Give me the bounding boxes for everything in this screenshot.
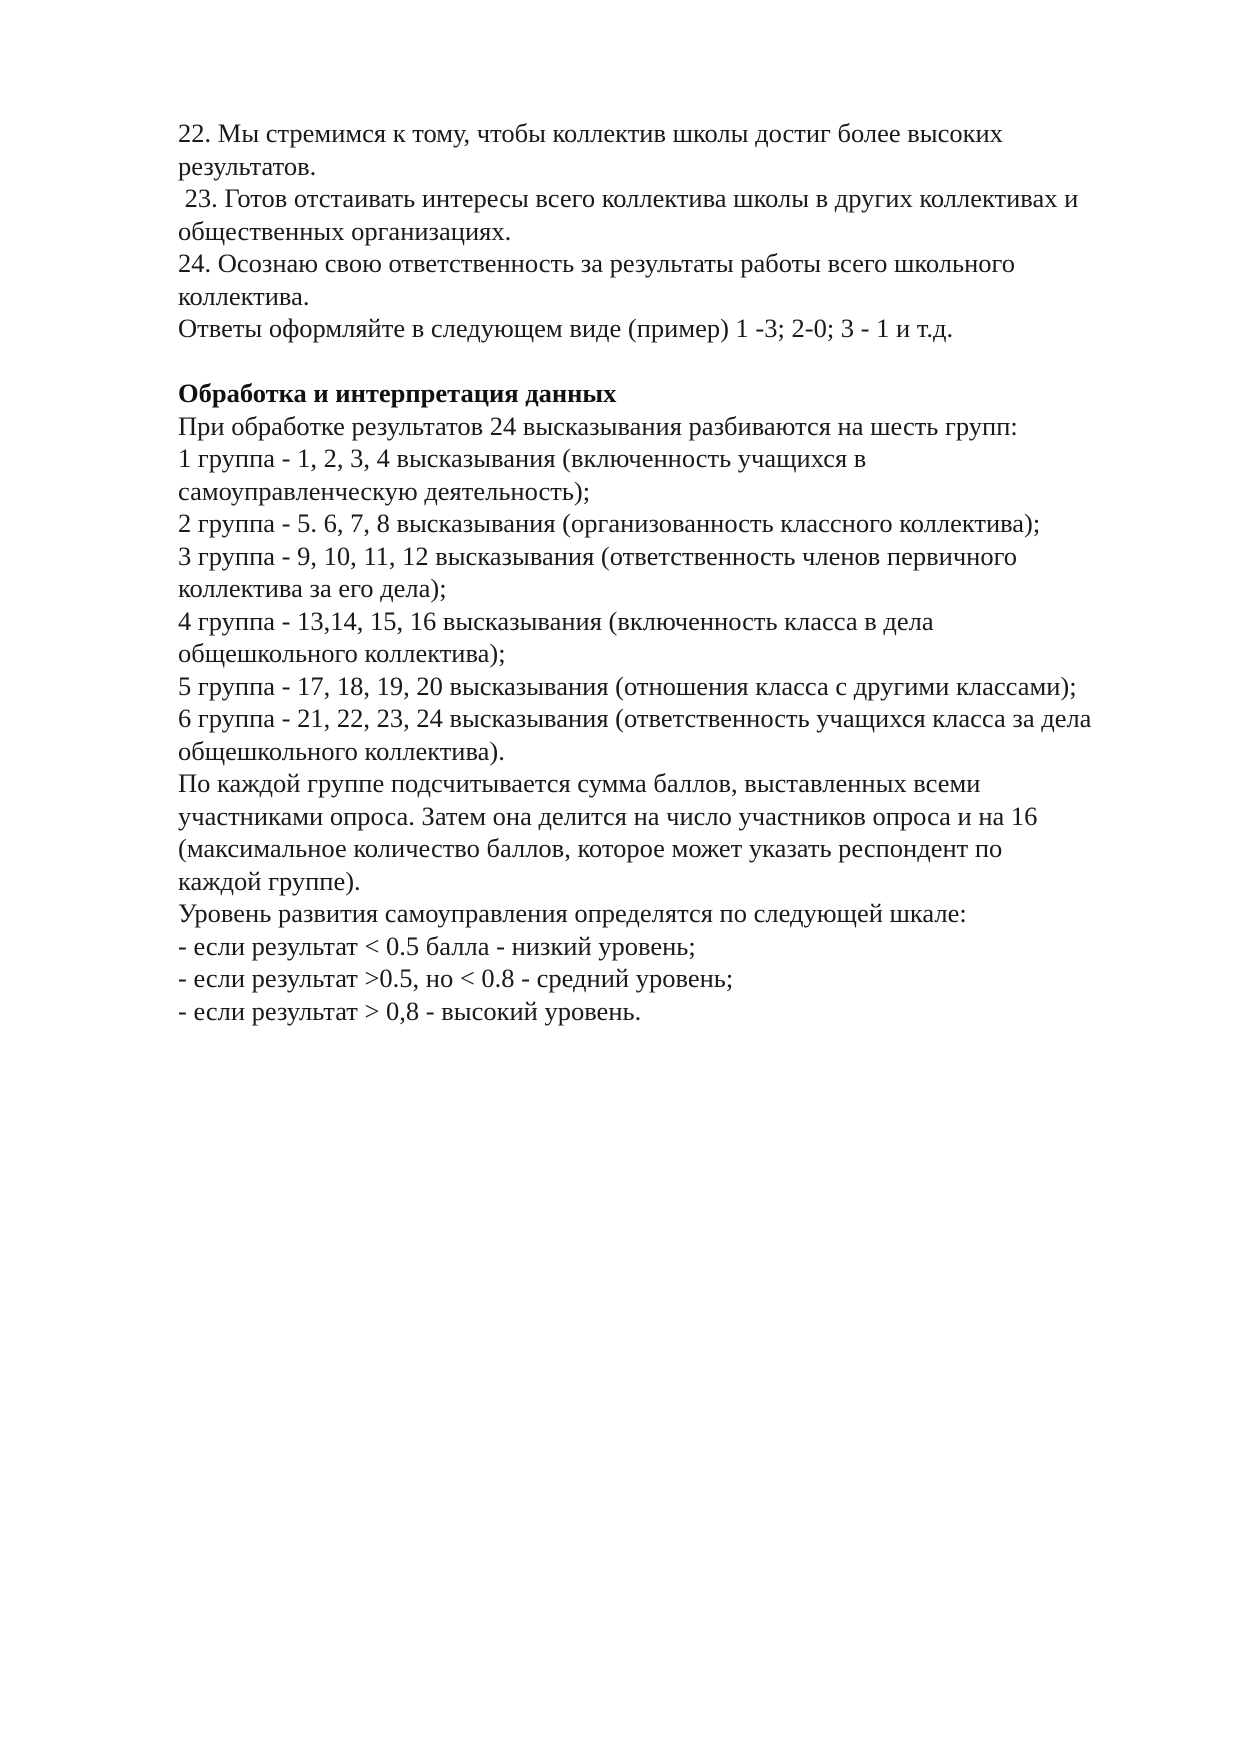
group-5-line: 5 группа - 17, 18, 19, 20 высказывания (отношения класса с другими классами);	[178, 670, 1077, 701]
text-line: 24. Осознаю свою ответственность за результаты работы всего школьного	[178, 248, 1016, 278]
scale-high-line: - если результат > 0,8 - высокий уровень.	[178, 995, 642, 1026]
text-line: каждой группе).	[178, 865, 361, 896]
text-line: 22. Мы стремимся к тому, чтобы коллектив школы достиг более высоких	[178, 118, 1003, 148]
text-line: коллектива.	[178, 280, 310, 311]
scale-intro-line: Уровень развития самоуправления определятся по следующей шкале:	[178, 898, 967, 928]
document-body	[178, 117, 1168, 1027]
text-line: коллектива за его дела);	[178, 573, 447, 603]
group-4-line: 4 группа - 13,14, 15, 16 высказывания (включенность класса в дела	[178, 605, 934, 636]
text-line: результатов.	[178, 150, 317, 181]
scale-low-line: - если результат < 0.5 балла - низкий уровень;	[178, 930, 696, 961]
group-3-line: 3 группа - 9, 10, 11, 12 высказывания (ответственность членов первичного	[178, 540, 1018, 571]
group-2-line: 2 группа - 5. 6, 7, 8 высказывания (организованность классного коллектива);	[178, 508, 1041, 538]
text-line: общешкольного коллектива).	[178, 735, 505, 766]
paragraph-spacer	[178, 345, 1168, 378]
answer-format-instruction: Ответы оформляйте в следующем виде (пример) 1 -3; 2-0; 3 - 1 и т.д.	[178, 313, 954, 343]
text-line: 23. Готов отстаивать интересы всего коллектива школы в других коллективах и	[178, 183, 1079, 213]
scale-medium-line: - если результат >0.5, но < 0.8 - средний уровень;	[178, 963, 734, 993]
text-line: общешкольного коллектива);	[178, 638, 506, 668]
group-1-line: 1 группа - 1, 2, 3, 4 высказывания (включенность учащихся в	[178, 443, 867, 473]
text-line: участниками опроса. Затем она делится на число участников опроса и на 16	[178, 800, 1038, 831]
text-line: При обработке результатов 24 высказывания разбиваются на шесть групп:	[178, 410, 1018, 441]
text-line: По каждой группе подсчитывается сумма баллов, выставленных всеми	[178, 768, 981, 798]
text-line: общественных организациях.	[178, 215, 512, 246]
section-heading: Обработка и интерпретация данных	[178, 378, 617, 408]
text-line: самоуправленческую деятельность);	[178, 475, 591, 506]
text-line: (максимальное количество баллов, которое может указать респондент по	[178, 833, 1003, 863]
group-6-line: 6 группа - 21, 22, 23, 24 высказывания (ответственность учащихся класса за дела	[178, 703, 1092, 733]
